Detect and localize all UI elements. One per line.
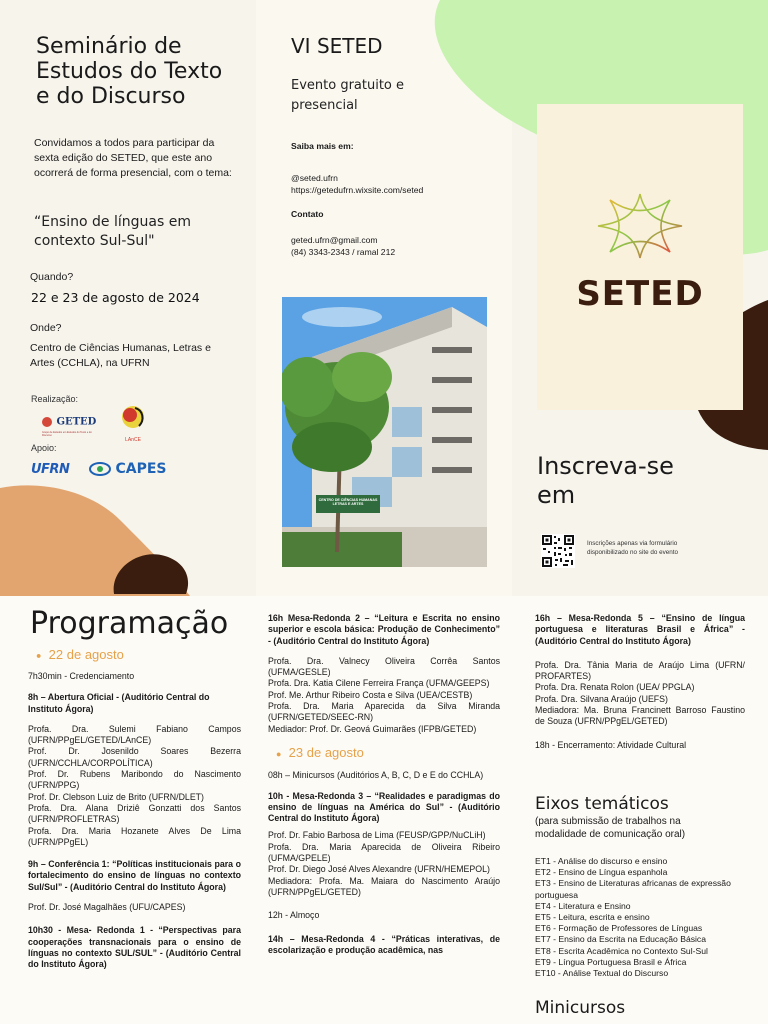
eixo-item: ET5 - Leitura, escrita e ensino (535, 912, 650, 923)
day2-heading (276, 744, 500, 760)
abertura-person: Prof. Dr. Clebson Luiz de Brito (UFRN/DLET) (28, 791, 204, 802)
inscreva-heading (537, 452, 674, 510)
event-title (36, 34, 251, 109)
inscricoes-note-line1: Inscrições apenas via formulário (587, 540, 678, 547)
abertura-person: Profa. Dra. Maria Hozanete Alves De Lima (UFRN/PPgEL) (28, 825, 241, 847)
event-title-line3: e do Discurso (36, 84, 186, 109)
day1-label: 22 de agosto (48, 647, 124, 662)
abertura-person: Prof. Dr. Josenildo Soares Bezerra (UFRN/CCHLA/CORPOLÍTICA) (28, 746, 241, 768)
lance-logo (113, 404, 153, 442)
eixo-item: ET9 - Língua Portuguesa Brasil e África (535, 956, 687, 967)
minicursos-time: 08h – Minicursos (Auditórios A, B, C, D e E do CCHLA) (268, 770, 484, 781)
inscricoes-note-line2: disponibilizado no site do evento (587, 549, 679, 556)
abertura-person: Profa. Dra. Alana Driziê Gonzatti dos Santos (UFRN/PROFLETRAS) (28, 802, 241, 825)
bullet-icon: ● (276, 748, 282, 759)
bullet-icon: ● (36, 650, 42, 661)
abertura-person: Prof. Dr. Rubens Maribondo do Nascimento (UFRN/PPG) (28, 769, 241, 791)
mesa5-person: Profa. Dra. Renata Rolon (UEA/ PPGLA) (535, 682, 695, 693)
instagram-link[interactable]: @seted.ufrn (291, 173, 338, 183)
inscricoes-note (587, 539, 678, 557)
theme-line2: contexto Sul-Sul" (34, 233, 155, 249)
day1-heading (36, 647, 124, 662)
almoco: 12h - Almoço (268, 910, 320, 921)
inscreva-line1: Inscreva-se (537, 452, 674, 480)
ufrn-logo-text: UFRN (31, 462, 70, 477)
mesa4-session: 14h – Mesa-Redonda 4 - “Práticas interativas, de escolarização e produção acadêmica, nas (268, 933, 500, 955)
mesa5-person: Profa. Dra. Tânia Maria de Araújo Lima (UFRN/ PROFARTES) (535, 659, 745, 682)
programacao-title: Programação (30, 606, 229, 641)
phone-number: (84) 3343-2343 / ramal 212 (291, 247, 396, 257)
eixo-item: ET8 - Escrita Acadêmica no Contexto Sul-Sul (535, 945, 708, 956)
abertura-session: 8h – Abertura Oficial - (Auditório Central do Instituto Ágora) (28, 692, 210, 714)
website-link[interactable]: https://getedufrn.wixsite.com/seted (291, 185, 424, 195)
event-subtitle-line2: presencial (291, 98, 358, 113)
eixos-title: Eixos temáticos (535, 794, 669, 814)
ufrn-logo (31, 460, 83, 482)
inscreva-line2: em (537, 481, 576, 509)
program-column-3 (535, 613, 745, 751)
saiba-label: Saiba mais em: (291, 141, 354, 151)
contact-block (291, 234, 395, 258)
mesa2-session: 16h Mesa-Redonda 2 – “Leitura e Escrita no ensino superior e escola básica: Produção de Conhecimento” - (Auditório Central do Instituto Ágora) (268, 613, 500, 646)
theme-line1: “Ensino de línguas em (34, 214, 191, 230)
mesa1-session: 10h30 - Mesa- Redonda 1 - “Perspectivas para cooperações transnacionais para o ensino de línguas no contexto SUL/SUL” - (Auditório Central do Instituto Ágora) (28, 925, 241, 970)
mesa3-person: Profa. Dra. Maria Aparecida de Oliveira Ribeiro (UFMA/GPELE) (268, 841, 500, 864)
mesa3-session: 10h - Mesa-Redonda 3 – “Realidades e paradigmas do ensino de línguas na América do Sul” - (Auditório Central do Instituto Ágora) (268, 790, 500, 824)
minicursos-title: Minicursos (535, 998, 626, 1018)
links-block (291, 172, 423, 196)
abertura-person: Profa. Dra. Sulemi Fabiano Campos (UFRN/PPgEL/GETED/LAnCE) (28, 723, 241, 746)
capes-logo-text: CAPES (115, 461, 167, 477)
mesa3-person: Prof. Dr. Fabio Barbosa de Lima (FEUSP/GPP/NuCLiH) (268, 830, 486, 841)
mesa2-person: Profa. Dra. Valnecy Oliveira Corrêa Santos (UFMA/GESLE) (268, 655, 500, 678)
mesa3-person: Prof. Dr. Diego José Alves Alexandre (UFRN/HEMEPOL) (268, 864, 490, 875)
conferencia-person: Prof. Dr. José Magalhães (UFU/CAPES) (28, 902, 186, 913)
intro-text: Convidamos a todos para participar da sexta edição do SETED, que este ano ocorrerá de forma presencial, com o tema: (34, 137, 232, 179)
geted-logo-icon (42, 417, 52, 427)
theme-quote (34, 213, 244, 251)
eixos-list (535, 856, 735, 979)
seted-logo-word: SETED (576, 274, 704, 314)
conferencia-session: 9h – Conferência 1: “Políticas institucionais para o fortalecimento do ensino de línguas no contexto Sul/Sul” - (Auditório Central do Instituto Ágora) (28, 859, 241, 892)
encerramento: 18h - Encerramento: Atividade Cultural (535, 739, 687, 750)
contato-label: Contato (291, 209, 324, 219)
building-photo (282, 297, 487, 567)
geted-logo-text: GETED (56, 416, 97, 428)
email-link[interactable]: geted.ufrn@gmail.com (291, 235, 378, 245)
mesa5-person: Mediadora: Ma. Bruna Francinett Barroso Faustino de Souza (UFRN/PPgEL/GETED) (535, 705, 745, 727)
where-label: Onde? (30, 322, 62, 334)
when-label: Quando? (30, 271, 74, 283)
eixos-subtitle-line2: modalidade de comunicação oral) (535, 829, 686, 840)
event-subtitle-line1: Evento gratuito e (291, 78, 405, 93)
when-value: 22 e 23 de agosto de 2024 (31, 290, 200, 305)
mesa2-person: Prof. Me. Arthur Ribeiro Costa e Silva (UEA/CESTB) (268, 689, 473, 700)
geted-logo-subtitle: Grupo de Estudos em Estudos do Texto e do Discurso (42, 431, 92, 437)
mesa3-person: Mediadora: Profa. Ma. Maiara do Nascimento Araújo (UFRN/PPgEL/GETED) (268, 875, 500, 897)
lance-logo-icon (113, 404, 153, 434)
capes-logo-icon (89, 460, 111, 478)
event-title-line1: Seminário de (36, 34, 182, 59)
eixos-subtitle-line1: (para submissão de trabalhos na (535, 816, 681, 827)
where-value: Centro de Ciências Humanas, Letras e Artes (CCHLA), na UFRN (30, 342, 211, 369)
mesa2-person: Mediador: Prof. Dr. Geová Guimarães (IFPB/GETED) (268, 723, 477, 734)
brown-blob-small-decoration (110, 548, 190, 596)
mesa5-session: 16h – Mesa-Redonda 5 – “Ensino de língua portuguesa e literaturas Brasil e África” - (Auditório Central do Instituto Ágora) (535, 613, 745, 646)
lance-logo-text: LAnCE (125, 437, 141, 443)
eixo-item: ET7 - Ensino da Escrita na Educação Básica (535, 934, 707, 945)
building-sign: CENTRO DE CIÊNCIAS HUMANAS LETRAS E ARTES (318, 498, 378, 506)
mesa2-person: Profa. Dra. Maria Aparecida da Silva Miranda (UFRN/GETED/SEEC-RN) (268, 701, 500, 723)
capes-logo (89, 460, 179, 482)
program-column-2 (268, 613, 500, 956)
apoio-label: Apoio: (31, 443, 57, 453)
star-logo-icon (596, 192, 684, 260)
eixo-item: ET2 - Ensino de Língua espanhola (535, 867, 668, 878)
eixo-item: ET3 - Ensino de Literaturas africanas de expressão portuguesa (535, 878, 731, 900)
eixo-item: ET6 - Formação de Professores de Línguas (535, 923, 703, 934)
event-title-line2: Estudos do Texto (36, 59, 223, 84)
eixo-item: ET1 - Análise do discurso e ensino (535, 856, 668, 866)
eixo-item: ET10 - Análise Textual do Discurso (535, 968, 669, 979)
geted-logo (42, 413, 102, 437)
realizacao-label: Realização: (31, 394, 79, 404)
edition-title: VI SETED (291, 34, 383, 58)
eixos-subtitle (535, 815, 685, 841)
program-column-1 (28, 671, 241, 971)
event-subtitle (291, 76, 404, 116)
eixo-item: ET4 - Literatura e Ensino (535, 900, 631, 911)
credenciamento: 7h30min - Credenciamento (28, 671, 135, 681)
day2-label: 23 de agosto (288, 744, 364, 760)
mesa2-person: Profa. Dra. Katia Cilene Ferreira França (UFMA/GEEPS) (268, 678, 490, 689)
mesa5-person: Profa. Dra. Silvana Araújo (UEFS) (535, 693, 668, 704)
qr-code-icon[interactable] (541, 534, 575, 568)
